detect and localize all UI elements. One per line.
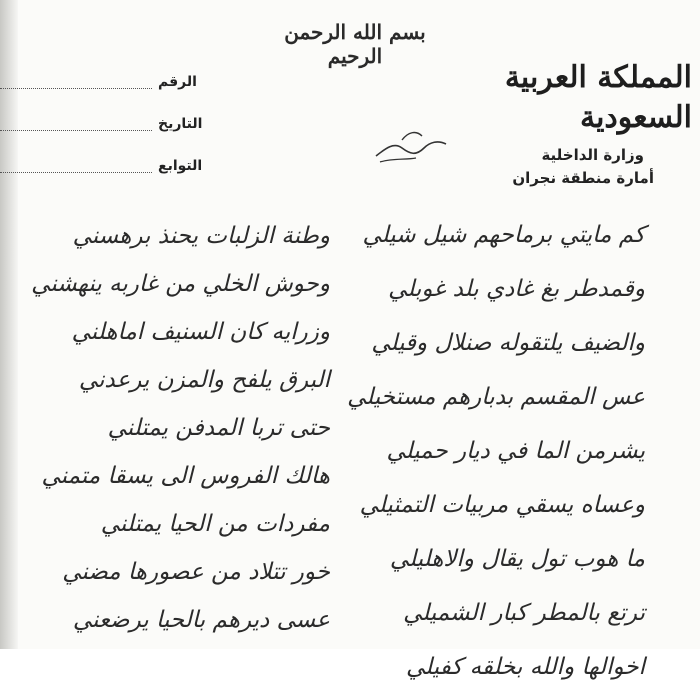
kingdom-title: المملكة العربية السعودية: [504, 60, 692, 135]
verse-line: وحوش الخلي من غاربه ينهشني: [31, 271, 330, 297]
verse-line: وقمدطر بغ غادي بلد غوبلي: [388, 276, 645, 302]
field-dotted-line: [0, 130, 152, 131]
poem-left-column: [31, 212, 330, 644]
verse-line: البرق يلفح والمزن يرعدني: [78, 367, 330, 393]
verse-line: والضيف يلتقوله صنلال وقيلي: [371, 330, 645, 356]
field-dotted-line: [0, 172, 152, 173]
field-attachments: [0, 152, 260, 194]
field-label: التوابع: [158, 158, 203, 174]
verse-line: وعساه يسقي مربيات التمثيلي: [359, 492, 645, 518]
verse-line: عسى ديرهم بالحيا يرضعني: [72, 607, 330, 633]
verse-line: ترتع بالمطر كبار الشميلي: [403, 600, 645, 626]
region-name: أمارة منطقة نجران: [512, 169, 654, 187]
verse-line: عس المقسم بدبارهم مستخيلي: [347, 384, 645, 410]
verse-line: كم مايتي برماحهم شيل شيلي: [362, 222, 645, 248]
verse-line: هالك الفروس الى يسقا متمني: [41, 463, 330, 489]
verse-line: يشرمن الما في ديار حميلي: [386, 438, 645, 464]
field-date: [0, 110, 260, 152]
reference-fields: [0, 68, 260, 194]
verse-line: وطنة الزلبات يحنذ برهسني: [72, 223, 330, 249]
verse-line: مفردات من الحيا يمتلني: [100, 511, 330, 537]
field-label: الرقم: [158, 74, 197, 90]
field-number: [0, 68, 260, 110]
field-label: التاريخ: [158, 116, 203, 132]
verse-line: حتى تربا المدفن يمتلني: [107, 415, 330, 441]
verse-line: ما هوب تول يقال والاهليلي: [389, 546, 645, 572]
handwritten-signature: [372, 122, 452, 168]
verse-line: وزرايه كان السنيف اماهلني: [71, 319, 330, 345]
letterhead: [462, 58, 692, 187]
field-dotted-line: [0, 88, 152, 89]
verse-line: خور تتلاد من عصورها مضني: [62, 559, 330, 585]
basmala-heading: بسم الله الرحمن الرحيم: [284, 20, 426, 68]
poem-right-column: [345, 208, 645, 694]
ministry-name: وزارة الداخلية: [541, 146, 644, 164]
verse-line: اخوالها والله بخلقه كفيلي: [405, 654, 645, 680]
